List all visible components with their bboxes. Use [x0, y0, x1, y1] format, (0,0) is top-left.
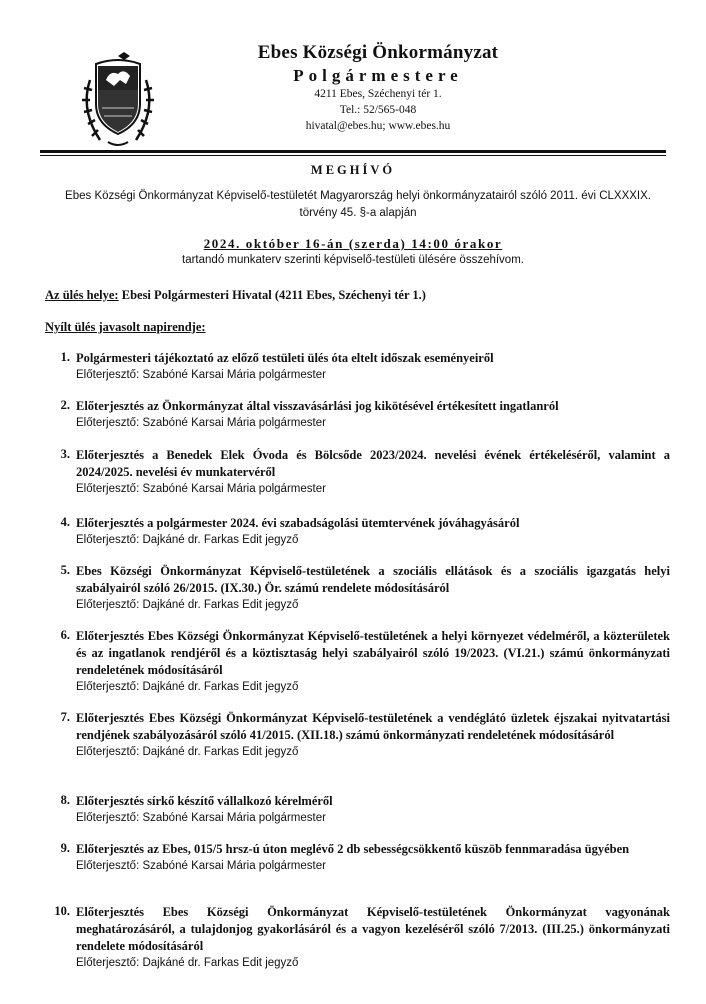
agenda-item-number: 5.	[60, 563, 70, 577]
venue-value: Ebesi Polgármesteri Hivatal (4211 Ebes, Széchenyi tér 1.)	[121, 288, 426, 302]
agenda-item-number: 9.	[60, 841, 70, 855]
agenda-item-title: Előterjesztés Ebes Községi Önkormányzat Képviselő-testületének Önkormányzat vagyonának meghatározásáról, a tulajdonjog gyakorlásáról és a vagyon kezeléséről szóló 7/2013. (III.25.) önkormányzati rendelete módosításáról	[76, 905, 670, 953]
agenda-item-number: 1.	[60, 350, 70, 364]
agenda-item-presenter: Előterjesztő: Szabóné Karsai Mária polgármester	[76, 860, 326, 872]
agenda-item-number: 4.	[60, 515, 70, 529]
agenda-item	[50, 841, 670, 875]
organization-name: Ebes Községi Önkormányzat	[257, 42, 499, 63]
agenda-item-title: Előterjesztés sírkő készítő vállalkozó kérelméről	[76, 794, 333, 808]
header-address: 4211 Ebes, Széchenyi tér 1.	[314, 88, 442, 100]
meeting-datetime	[0, 236, 706, 252]
agenda-item-presenter: Előterjesztő: Szabóné Karsai Mária polgármester	[76, 812, 326, 824]
header-divider-thin	[40, 155, 666, 156]
venue-label: Az ülés helye:	[45, 288, 119, 302]
agenda-item-number: 8.	[60, 793, 70, 807]
intro-paragraph: Ebes Községi Önkormányzat Képviselő-testületét Magyarország helyi önkormányzatairól szóló 2011. évi CLXXXIX. törvény 45. §-a alapján	[65, 190, 651, 219]
agenda-item-number: 10.	[54, 904, 70, 918]
header-divider-thick	[40, 150, 666, 153]
agenda-item	[50, 515, 670, 549]
agenda-item-number: 6.	[60, 628, 70, 642]
agenda-item-presenter: Előterjesztő: Szabóné Karsai Mária polgármester	[76, 417, 326, 429]
meeting-datetime-text: 2024. október 16-án (szerda) 14:00 órakor	[203, 236, 503, 251]
agenda-item	[50, 628, 670, 696]
agenda-item-number: 7.	[60, 710, 70, 724]
agenda-item-number: 3.	[60, 447, 70, 461]
agenda-item	[50, 563, 670, 614]
agenda-item-number: 2.	[60, 398, 70, 412]
coat-of-arms-icon	[78, 50, 158, 150]
agenda-item-title: Előterjesztés Ebes Községi Önkormányzat Képviselő-testületének a vendéglátó üzletek éjszakai nyitvatartási rendjének szabályozásáról szóló 41/2015. (XII.18.) számú önkormányzati rendeletének módosításáról	[76, 711, 670, 742]
agenda-item-title: Előterjesztés az Önkormányzat által visszavásárlási jog kikötésével értékesített ingatlanról	[76, 399, 559, 413]
agenda-item	[50, 447, 670, 498]
document-title: MEGHÍVÓ	[310, 163, 396, 177]
agenda-item-title: Előterjesztés a polgármester 2024. évi szabadságolási ütemtervének jóváhagyásáról	[76, 516, 520, 530]
meeting-venue	[45, 288, 426, 303]
invitation-line: tartandó munkaterv szerinti képviselő-testületi ülésére összehívom.	[182, 254, 524, 266]
agenda-item	[50, 350, 670, 384]
agenda-item-presenter: Előterjesztő: Dajkáné dr. Farkas Edit jegyző	[76, 746, 299, 758]
agenda-item	[50, 710, 670, 761]
agenda-item-presenter: Előterjesztő: Dajkáné dr. Farkas Edit jegyző	[76, 534, 299, 546]
agenda-item	[50, 793, 670, 827]
agenda-item-title: Előterjesztés a Benedek Elek Óvoda és Bölcsőde 2023/2024. nevelési évének értékeléséről, valamint a 2024/2025. nevelési év munkatervéről	[76, 448, 670, 479]
agenda-item-title: Polgármesteri tájékoztató az előző testületi ülés óta eltelt időszak eseményeiről	[76, 351, 494, 365]
header-contact: hivatal@ebes.hu; www.ebes.hu	[305, 120, 451, 132]
agenda-item-presenter: Előterjesztő: Dajkáné dr. Farkas Edit jegyző	[76, 957, 299, 969]
mayor-title: Polgármestere	[293, 66, 463, 85]
agenda-item-presenter: Előterjesztő: Szabóné Karsai Mária polgármester	[76, 369, 326, 381]
agenda-item-presenter: Előterjesztő: Szabóné Karsai Mária polgármester	[76, 483, 326, 495]
agenda-item-presenter: Előterjesztő: Dajkáné dr. Farkas Edit jegyző	[76, 681, 299, 693]
agenda-item-title: Előterjesztés az Ebes, 015/5 hrsz-ú úton meglévő 2 db sebességcsökkentő küszöb fennmaradása ügyében	[76, 842, 630, 856]
header-phone: Tel.: 52/565-048	[339, 104, 417, 116]
agenda-item-title: Előterjesztés Ebes Községi Önkormányzat Képviselő-testületének a helyi környezet védelméről, a közterületek és az ingatlanok rendjéről és a köztisztaság helyi szabályairól szóló 19/2023. (VI.21.) számú önkormányzati rendeletének módosításáról	[76, 629, 670, 677]
agenda-heading: Nyílt ülés javasolt napirendje:	[45, 320, 206, 334]
agenda-item-title: Ebes Községi Önkormányzat Képviselő-testületének a szociális ellátások és a szociális igazgatás helyi szabályairól szóló 26/2015. (IX.30.) Ör. számú rendelete módosításáról	[76, 564, 670, 595]
agenda-item	[50, 398, 670, 432]
agenda-item	[50, 904, 670, 972]
agenda-item-presenter: Előterjesztő: Dajkáné dr. Farkas Edit jegyző	[76, 599, 299, 611]
